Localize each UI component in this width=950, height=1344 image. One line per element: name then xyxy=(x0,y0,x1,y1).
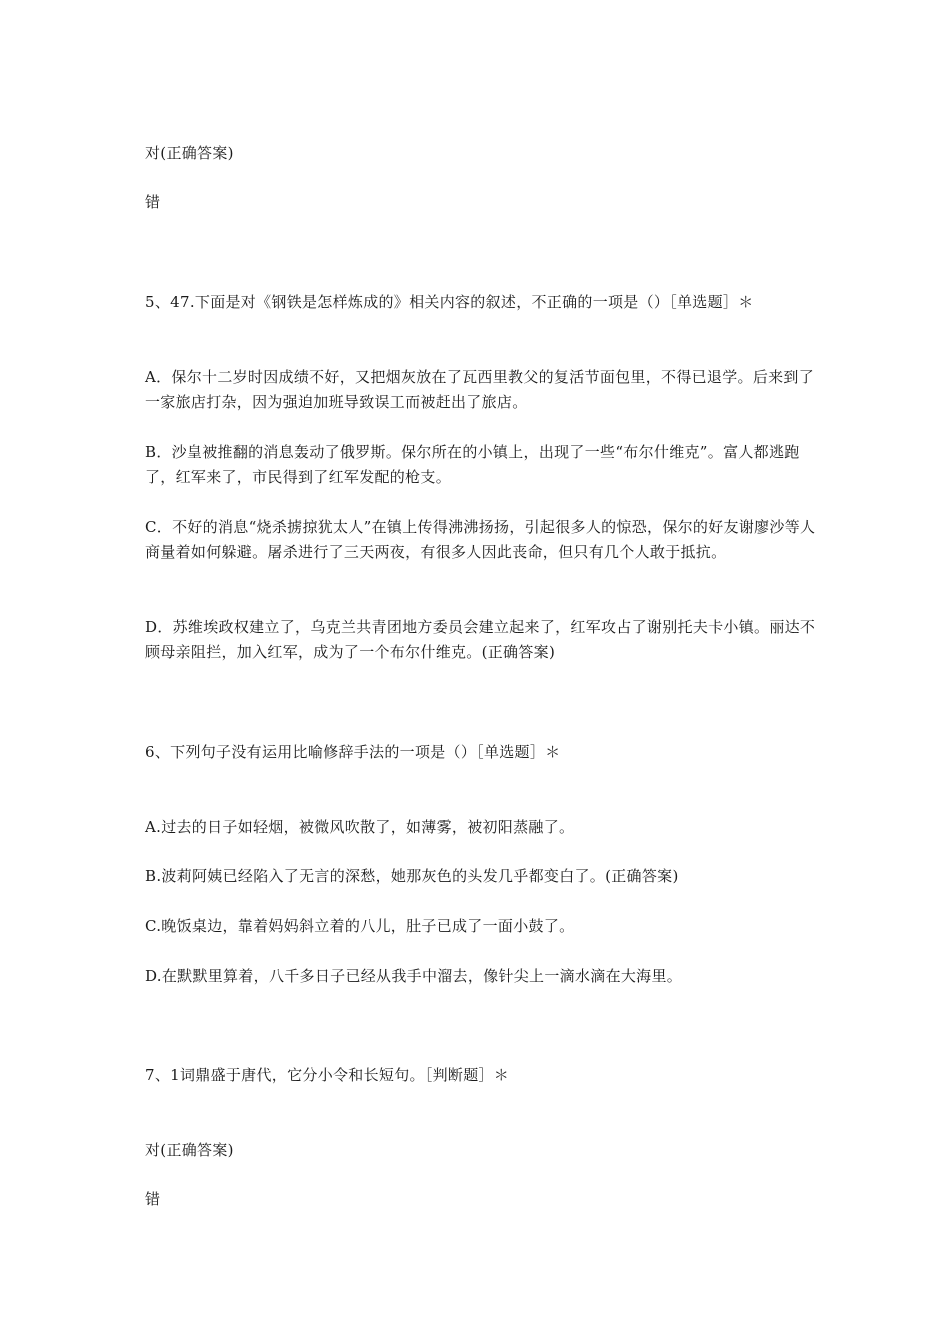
question-7-title: 7、1词鼎盛于唐代，它分小令和长短句。［判断题］＊ xyxy=(145,1066,510,1084)
question-5-option-d-correct[interactable]: D．苏维埃政权建立了，乌克兰共青团地方委员会建立起来了，红军攻占了谢别托夫卡小镇。丽达不顾母亲阻拦，加入红军，成为了一个布尔什维克。(正确答案) xyxy=(145,618,816,661)
question-6-option-b-correct[interactable]: B.波莉阿姨已经陷入了无言的深愁，她那灰色的头发几乎都变白了。(正确答案) xyxy=(145,867,679,885)
option-true-correct[interactable]: 对(正确答案) xyxy=(145,144,234,162)
question-6-option-a[interactable]: A.过去的日子如轻烟，被微风吹散了，如薄雾，被初阳蒸融了。 xyxy=(145,818,575,836)
question-5-option-c[interactable]: C．不好的消息“烧杀掳掠犹太人”在镇上传得沸沸扬扬，引起很多人的惊恐，保尔的好友谢廖沙等人商量着如何躲避。屠杀进行了三天两夜，有很多人因此丧命，但只有几个人敢于抵抗。 xyxy=(145,518,816,561)
option-false[interactable]: 错 xyxy=(145,193,161,211)
question-5-option-a[interactable]: A．保尔十二岁时因成绩不好，又把烟灰放在了瓦西里教父的复活节面包里，不得已退学。后来到了一家旅店打杂，因为强迫加班导致误工而被赶出了旅店。 xyxy=(145,368,815,411)
question-7-option-false[interactable]: 错 xyxy=(145,1190,161,1208)
question-6-title: 6、下列句子没有运用比喻修辞手法的一项是（）［单选题］＊ xyxy=(145,743,561,761)
question-5-title: 5、47.下面是对《钢铁是怎样炼成的》相关内容的叙述，不正确的一项是（）［单选题］＊ xyxy=(145,293,754,311)
question-6-option-d[interactable]: D.在默默里算着，八千多日子已经从我手中溜去，像针尖上一滴水滴在大海里。 xyxy=(145,967,683,985)
question-7-option-true-correct[interactable]: 对(正确答案) xyxy=(145,1141,234,1159)
question-5-option-b[interactable]: B．沙皇被推翻的消息轰动了俄罗斯。保尔所在的小镇上，出现了一些“布尔什维克”。富人都逃跑了，红军来了，市民得到了红军发配的枪支。 xyxy=(145,443,800,486)
question-6-option-c[interactable]: C.晚饭桌边，靠着妈妈斜立着的八儿，肚子已成了一面小鼓了。 xyxy=(145,917,575,935)
